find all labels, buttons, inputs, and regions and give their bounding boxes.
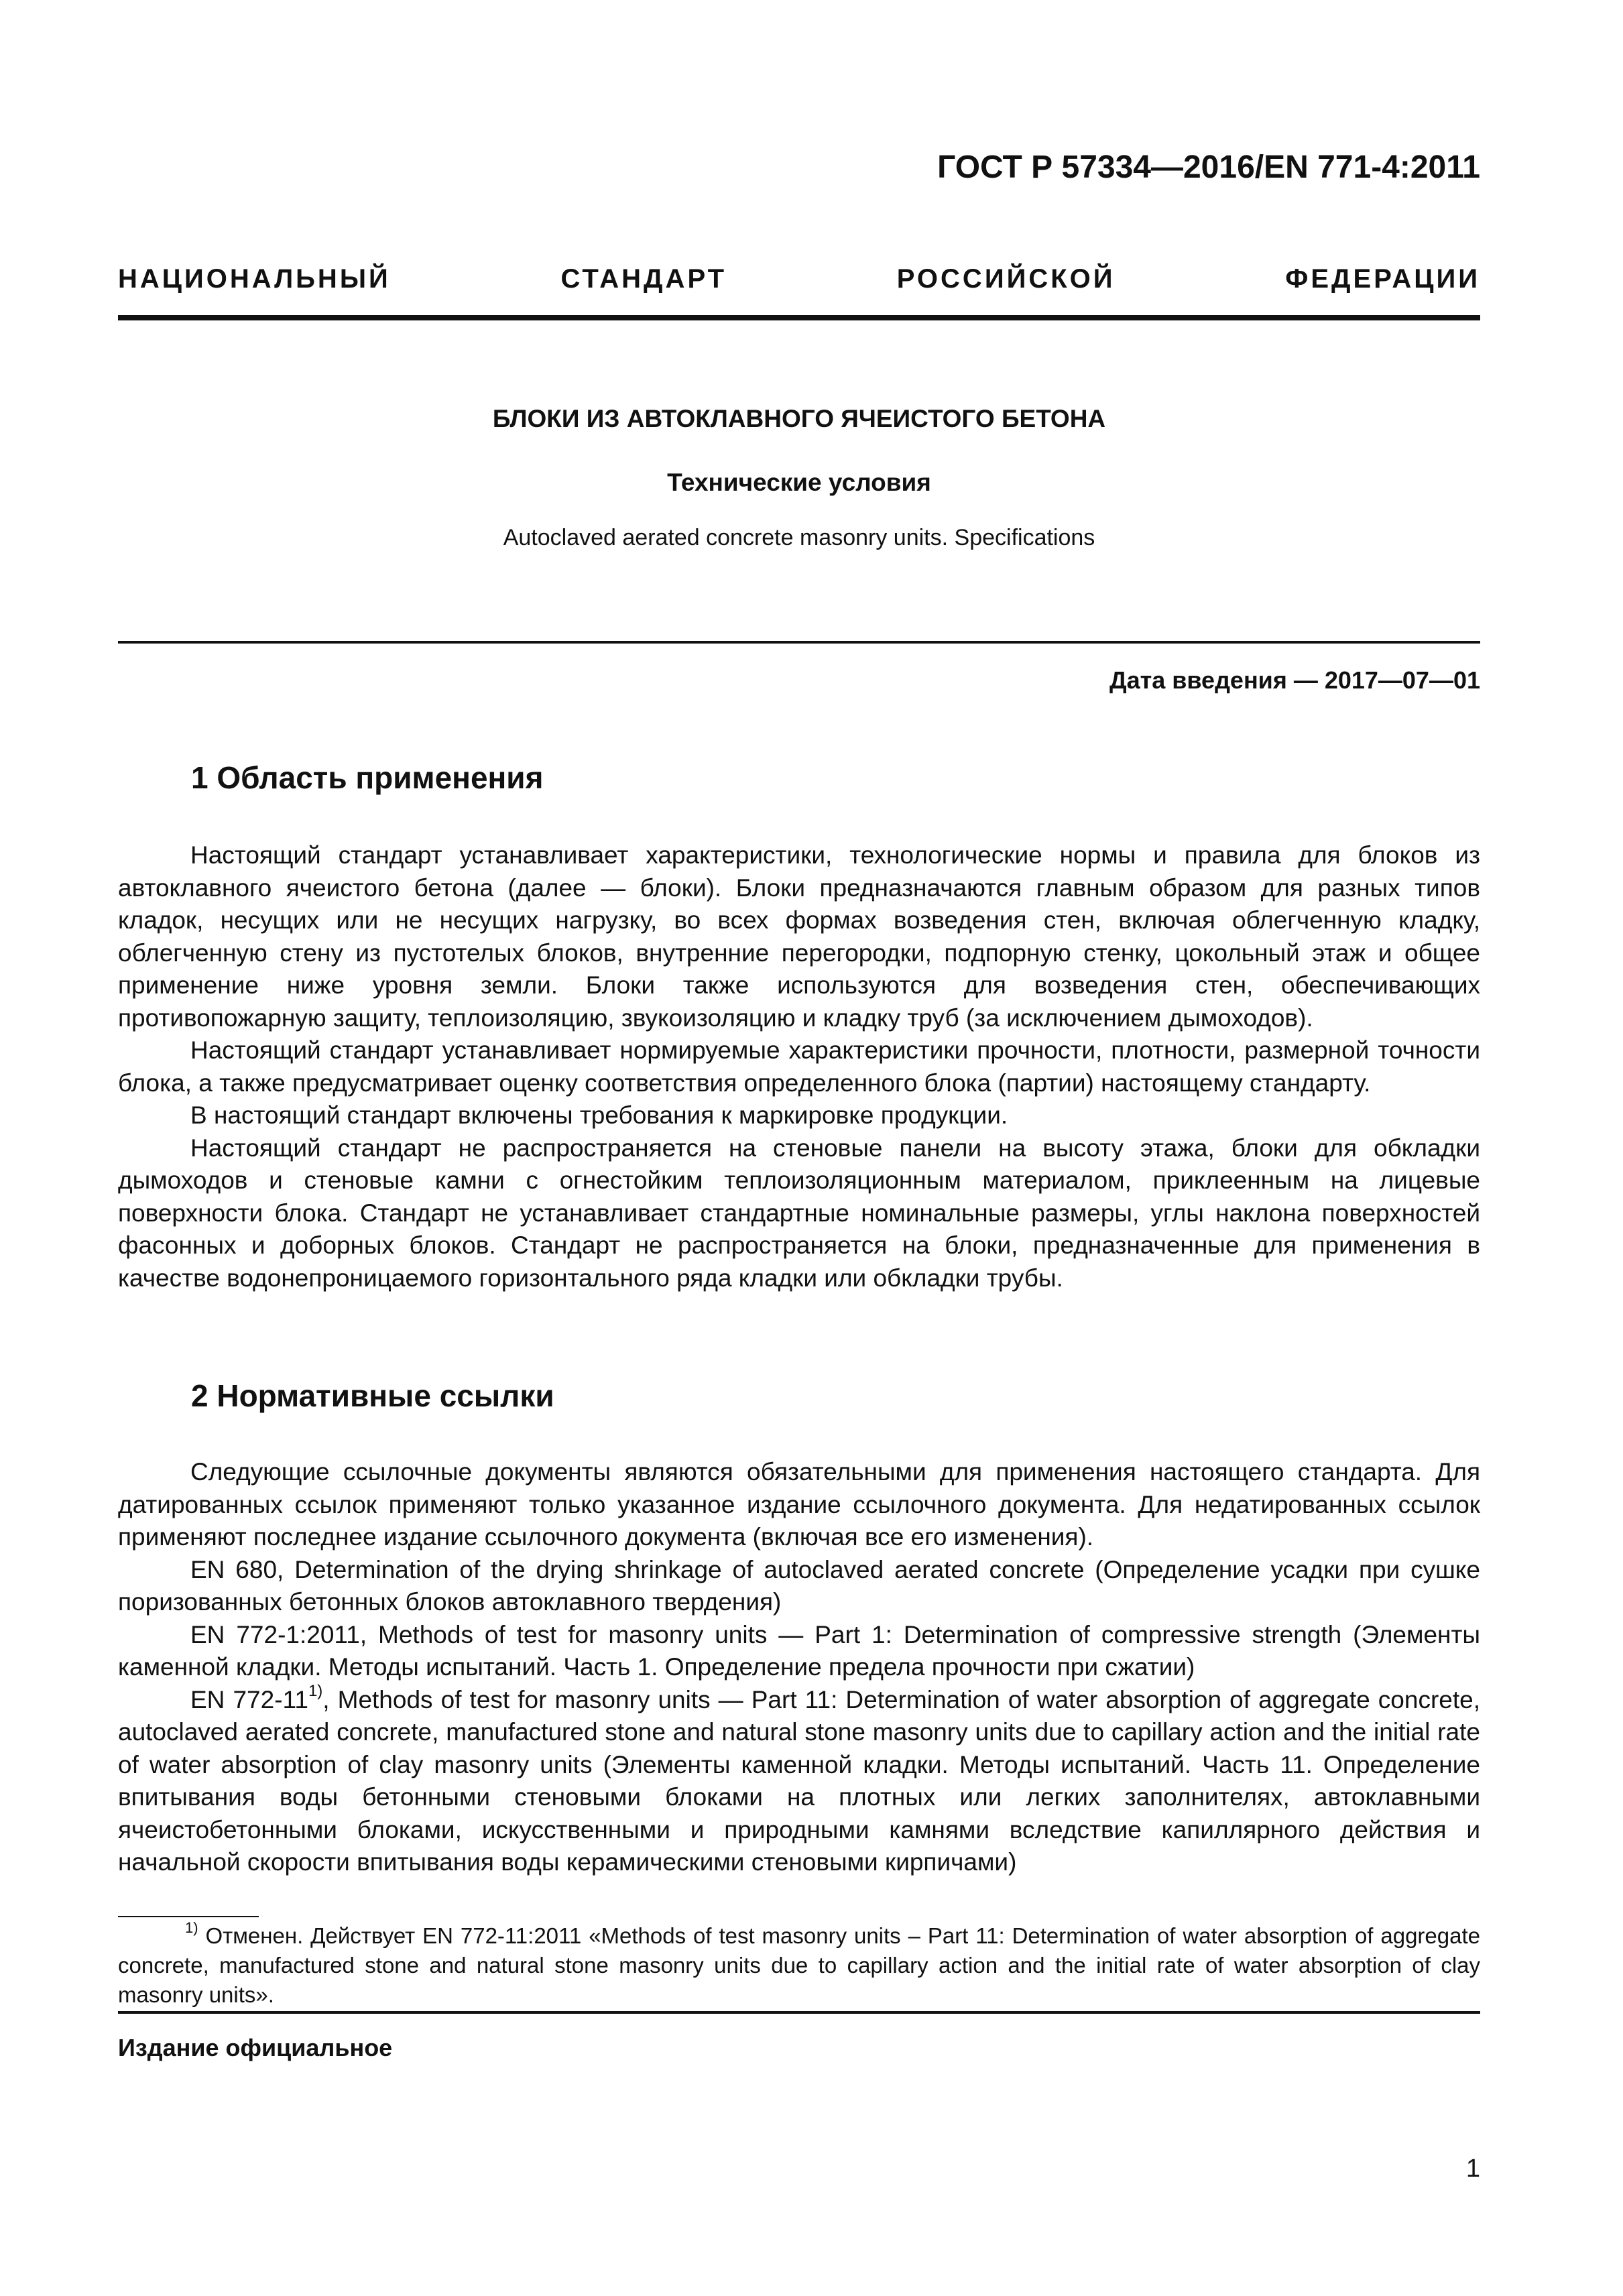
footer-divider [118,2011,1480,2014]
section-1-heading: 1 Область применения [191,760,544,795]
footnote-divider [118,1916,259,1917]
page-number: 1 [1465,2155,1480,2183]
title-divider [118,641,1480,644]
reference-code: EN 772-11 [190,1685,308,1713]
introduction-date: Дата введения — 2017—07—01 [1109,666,1480,694]
document-subtitle: Технические условия [667,469,931,496]
section-1-paragraph: Настоящий стандарт устанавливает нормируемые характеристики прочности, плотности, размерной точности блока, а также предусматривает оценку соответствия определенного блока (партии) настоящему стандарту. [118,1036,1480,1097]
section-2-paragraph: Следующие ссылочные документы являются обязательными для применения настоящего стандарта. Для датированных ссылок применяют только указанное издание ссылочного документа. Для недатированных ссылок применяют последнее издание ссылочного документа (включая все его изменения). [118,1458,1480,1551]
reference-en-772-1: EN 772-1:2011, Methods of test for masonry units — Part 1: Determination of compressive strength (Элементы каменной кладки. Методы испытаний. Часть 1. Определение предела прочности при сжатии) [118,1620,1480,1681]
reference-en-772-11 [118,1684,1480,1879]
section-1-paragraph: В настоящий стандарт включены требования к маркировке продукции. [190,1101,1008,1129]
document-title-english: Autoclaved aerated concrete masonry units. Specifications [503,525,1095,550]
document-title: БЛОКИ ИЗ АВТОКЛАВНОГО ЯЧЕИСТОГО БЕТОНА [492,405,1106,432]
header-divider [118,315,1480,320]
section-2-body [118,1456,1480,1879]
national-standard-banner: НАЦИОНАЛЬНЫЙ СТАНДАРТ РОССИЙСКОЙ ФЕДЕРАЦИИ [118,264,1480,294]
section-1-body [118,839,1480,1294]
footnote-marker: 1) [308,1682,323,1701]
reference-text: , Methods of test for masonry units — Part 11: Determination of water absorption of aggregate concrete, autoclaved aerated concrete, manufactured stone and natural stone masonry units due to capillary action and the initial rate of water absorption of clay masonry units (Элементы каменной кладки. Методы испытаний. Часть 11. Определение впитывания воды бетонными стеновыми блоками на плотных или легких заполнителях, автоклавными ячеистобетонными блоками, искусственными и природными камнями вследствие капиллярного действия и начальной скорости впитывания воды керамическими стеновыми кирпичами) [118,1685,1480,1876]
section-2-heading: 2 Нормативные ссылки [191,1378,554,1413]
footnote [118,1921,1480,2010]
section-1-paragraph: Настоящий стандарт не распространяется на стеновые панели на высоту этажа, блоки для обкладки дымоходов и стеновые камни с огнестойким теплоизоляционным материалом, приклеенным на лицевые поверхности блока. Стандарт не устанавливает стандартные номинальные размеры, углы наклона поверхностей фасонных и доборных блоков. Стандарт не распространяется на блоки, предназначенные для применения в качестве водонепроницаемого горизонтального ряда кладки или обкладки трубы. [118,1134,1480,1292]
reference-en-680: EN 680, Determination of the drying shrinkage of autoclaved aerated concrete (Определение усадки при сушке поризованных бетонных блоков автоклавного твердения) [118,1555,1480,1616]
footnote-text: Отменен. Действует EN 772-11:2011 «Methods of test masonry units – Part 11: Determination of water absorption of aggregate concrete, manufactured stone and natural stone masonry units due to capillary action and the initial rate of water absorption of clay masonry units». [118,1923,1480,2007]
official-edition-label: Издание официальное [118,2034,393,2061]
footnote-paragraph [118,1921,1480,2010]
standard-designation: ГОСТ Р 57334—2016/EN 771-4:2011 [937,149,1480,185]
section-1-paragraph: Настоящий стандарт устанавливает характеристики, технологические нормы и правила для блоков из автоклавного ячеистого бетона (далее — блоки). Блоки предназначаются главным образом для разных типов кладок, несущих или не несущих нагрузку, во всех формах возведения стен, включая облегченную кладку, облегченную стену из пустотелых блоков, внутренние перегородки, подпорную стенку, цокольный этаж и общее применение ниже уровня земли. Блоки также используются для возведения стен, обеспечивающих противопожарную защиту, теплоизоляцию, звукоизоляцию и кладку труб (за исключением дымоходов). [118,841,1480,1032]
footnote-number: 1) [185,1919,198,1936]
